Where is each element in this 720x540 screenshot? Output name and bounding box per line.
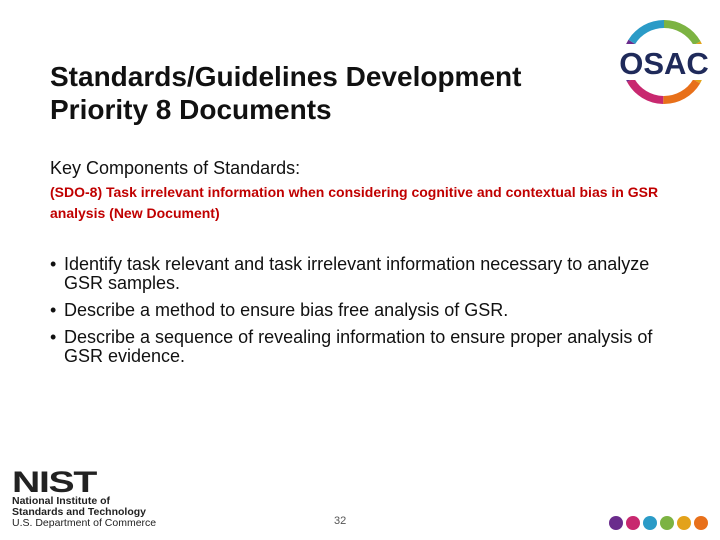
footer-dot bbox=[609, 516, 623, 530]
bullet-item: • Identify task relevant and task irrelevant information necessary to analyze GSR samples. bbox=[50, 254, 650, 293]
nist-wordmark-icon bbox=[12, 468, 98, 494]
svg-text:OSAC: OSAC bbox=[619, 46, 709, 81]
key-components-heading: Key Components of Standards: bbox=[50, 158, 301, 178]
footer-dot bbox=[660, 516, 674, 530]
footer-dot bbox=[643, 516, 657, 530]
page-number: 32 bbox=[334, 515, 347, 527]
slide-title-line-2: Priority 8 Documents bbox=[50, 94, 332, 125]
footer-dot bbox=[677, 516, 691, 530]
document-description: (SDO-8) Task irrelevant information when considering cognitive and contextual bias in GSR analysis (New Document) bbox=[50, 184, 659, 221]
bullet-list bbox=[50, 255, 690, 374]
footer-dot bbox=[626, 516, 640, 530]
slide-title-line-1: Standards/Guidelines Development bbox=[50, 61, 522, 92]
nist-line-1: National Institute of bbox=[12, 495, 110, 507]
footer-color-dots bbox=[609, 516, 708, 530]
nist-line-3: U.S. Department of Commerce bbox=[12, 517, 157, 529]
svg-text:NIST: NIST bbox=[12, 468, 97, 494]
bullet-item: • Describe a sequence of revealing information to ensure proper analysis of GSR evidence. bbox=[50, 327, 653, 366]
bullet-item: • Describe a method to ensure bias free analysis of GSR. bbox=[50, 300, 509, 320]
footer-dot bbox=[694, 516, 708, 530]
nist-line-2: Standards and Technology bbox=[12, 506, 146, 518]
osac-logo-icon bbox=[616, 14, 712, 110]
nist-logo bbox=[12, 468, 172, 534]
slide-title bbox=[50, 60, 610, 126]
